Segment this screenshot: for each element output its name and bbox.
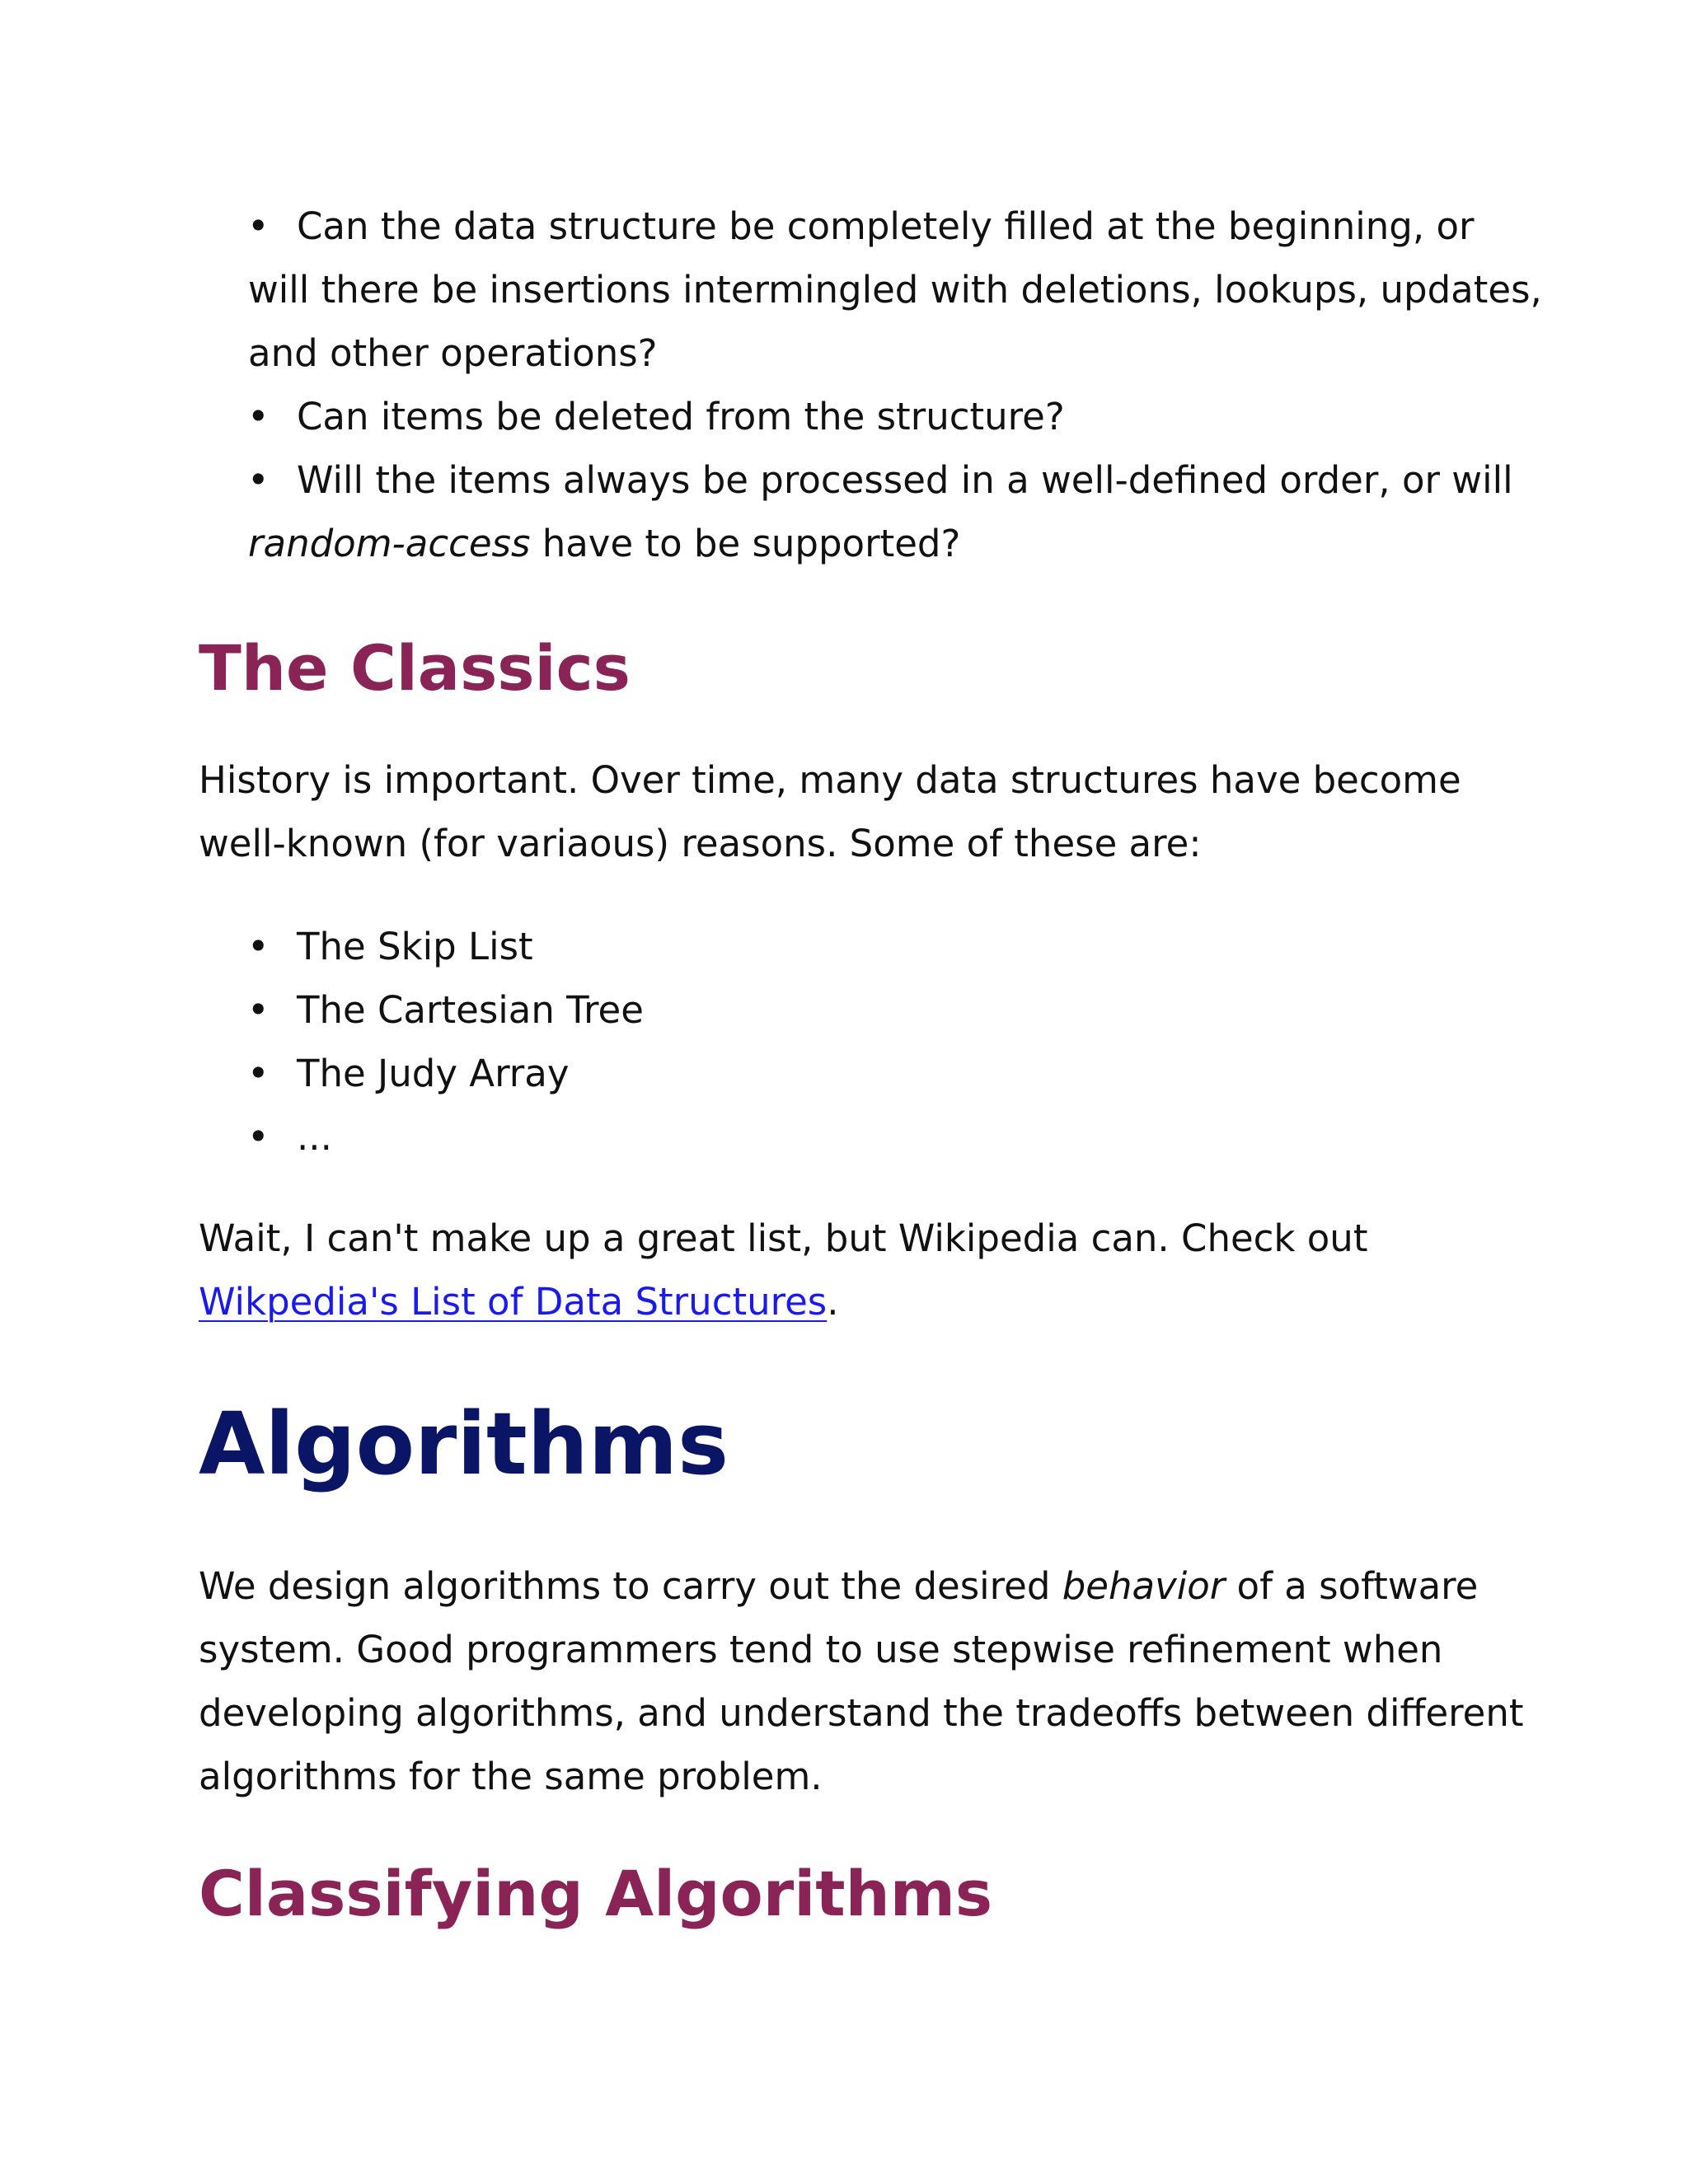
emphasis-text: random-access: [248, 522, 531, 565]
paragraph-line: We design algorithms to carry out the desired: [199, 1564, 1062, 1608]
bullet-icon: •: [247, 1115, 270, 1159]
bullet-icon: •: [247, 395, 270, 438]
list-item-text: have to be supported?: [530, 522, 961, 565]
list-item-text: Can the data structure be completely filled at the beginning, or: [297, 204, 1475, 248]
paragraph-line: of a software: [1225, 1564, 1479, 1608]
list-item: [199, 978, 1550, 1042]
algorithms-paragraph: [199, 1554, 1550, 1808]
bullet-icon: •: [247, 925, 270, 968]
list-item-text: The Skip List: [297, 925, 533, 968]
list-item: [199, 915, 1550, 978]
paragraph-line: algorithms for the same problem.: [199, 1755, 823, 1798]
paragraph-line: developing algorithms, and understand the tradeoffs between different: [199, 1691, 1524, 1735]
list-item-text: Will the items always be processed in a well-defined order, or will: [297, 458, 1513, 502]
classics-intro-paragraph: [199, 748, 1550, 875]
list-item: [199, 1042, 1550, 1105]
emphasis-text: behavior: [1062, 1564, 1226, 1608]
classics-outro-paragraph: [199, 1207, 1550, 1333]
period-text: .: [827, 1280, 839, 1324]
paragraph-line: well-known (for variaous) reasons. Some of these are:: [199, 822, 1202, 865]
wikipedia-data-structures-link[interactable]: Wikpedia's List of Data Structures: [199, 1280, 828, 1324]
bullet-icon: •: [247, 458, 270, 502]
list-item-text: The Judy Array: [297, 1052, 570, 1095]
bullet-icon: •: [247, 988, 270, 1032]
list-item: [199, 385, 1550, 448]
section-heading-classifying-algorithms: Classifying Algorithms: [199, 1857, 993, 1930]
list-item: [199, 194, 1550, 385]
question-list: [199, 194, 1550, 575]
paragraph-line: Wait, I can't make up a great list, but Wikipedia can. Check out: [199, 1216, 1368, 1260]
list-item: [199, 1105, 1550, 1169]
list-item: [199, 448, 1550, 575]
section-heading-algorithms: Algorithms: [199, 1394, 729, 1494]
bullet-icon: •: [247, 204, 270, 248]
bullet-icon: •: [247, 1052, 270, 1095]
list-item-text: Can items be deleted from the structure?: [297, 395, 1065, 438]
list-item-text: ...: [297, 1115, 332, 1159]
paragraph-line: system. Good programmers tend to use stepwise refinement when: [199, 1628, 1443, 1671]
list-item-text: [248, 512, 1550, 575]
section-heading-the-classics: The Classics: [199, 631, 631, 705]
list-item-text: The Cartesian Tree: [297, 988, 644, 1032]
list-item-text: and other operations?: [248, 331, 658, 375]
classics-list: [199, 915, 1550, 1169]
paragraph-line: History is important. Over time, many data structures have become: [199, 758, 1461, 802]
list-item-text: will there be insertions intermingled with deletions, lookups, updates,: [248, 268, 1542, 312]
